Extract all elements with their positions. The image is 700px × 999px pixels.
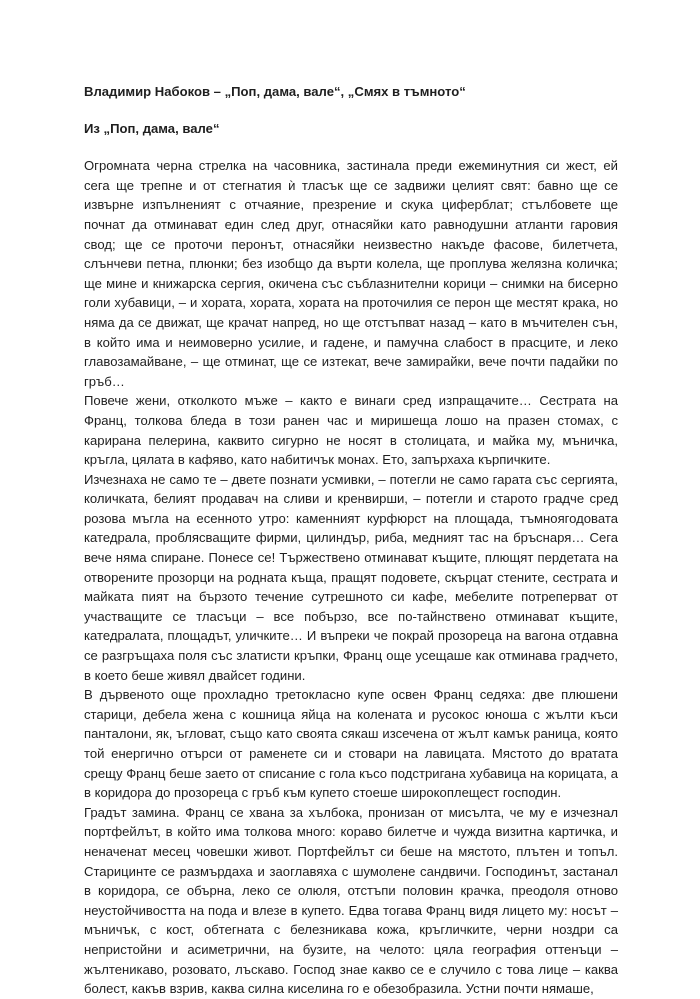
paragraph-4: В дървеното още прохладно третокласно купе освен Франц седяха: две плюшени старици, дебела жена с кошница яйца на колената и русокос юноша с жълти къси панталони, як, ъгловат, също като своята сякаш изсечена от жълт камък раница, която той енергично отърси от раменете си и стовари на лавицата. Мястото до вратата срещу Франц беше заето от списание с гола късо подстригана хубавица на корицата, а в коридора до прозореца с гръб към купето стоеше широкоплещест господин. (84, 687, 618, 801)
paragraph-5: Градът замина. Франц се хвана за хълбока, пронизан от мисълта, че му е изчезнал портфейлът, в който има толкова много: кораво билетче и чужда визитна картичка, и неначенат месец човешки живот. Портфейлът си беше на мястото, плътен и топъл. Старицинте се размърдаха и заоглавяха с шумолене сандвичи. Господинът, застанал в коридора, се обърна, леко се олюля, отстъпи половин крачка, преодоля отново неустойчивостта на пода и влезе в купето. Едва тогава Франц видя лицето му: носът – мъничък, с кост, обтегната с белезникава кожа, кръгличките, черни ноздри са непристойни и асиметрични, на бузите, на челото: цяла география оттенъци – жълтеникаво, розовато, лъскаво. Господ знае какво се е случило с това лице – каква болест, какъв взрив, каква силна киселина го е обезобразила. Устни почти нямаше, (84, 804, 618, 997)
paragraph-2: Повече жени, отколкото мъже – както е винаги сред изпращачите… Сестрата на Франц, толкова бледа в този ранен час и миришеща лошо на празен стомах, с карирана пелерина, каквито сигурно не носят в столицата, и майка му, мъничка, кръгла, цялата в кафяво, като набитичък монах. Ето, запърхаха кърпичките. (84, 393, 618, 468)
document-body (84, 82, 618, 999)
document-title: Владимир Набоков – „Поп, дама, вале“, „Смях в тъмното“ (84, 84, 466, 99)
paragraph-1: Огромната черна стрелка на часовника, застинала преди ежеминутния си жест, ей сега ще трепне и от стегнатия ѝ тласък ще се задвижи целият свят: бавно ще се извърне изпълненият с отчаяние, презрение и скука циферблат; стълбовете ще почнат да отминават един след друг, отнасяйки като равнодушни атланти гаровия свод; ще се проточи перонът, отнасяйки неизвестно накъде фасове, билетчета, слънчеви петна, плюнки; без изобщо да върти колела, ще проплува желязна количка; ще мине и книжарска сергия, окичена със съблазнителни корици – снимки на бисерно голи хубавици, – и хората, хората, хората на проточилия се перон ще местят крака, но няма да се движат, ще крачат напред, но ще отстъпват назад – като в мъчителен сън, в който има и неимоверно усилие, и гадене, и памучна слабост в прасците, и леко главозамайване, – ще отминат, ще се изтекат, вече замирайки, вече почти падайки по гръб… (84, 158, 618, 389)
document-subtitle: Из „Поп, дама, вале“ (84, 120, 220, 136)
paragraph-3: Изчезнаха не само те – двете познати усмивки, – потегли не само гарата със сергията, количката, белият продавач на сливи и кренвирши, – потегли и старото градче сред розова мъгла на есенното утро: каменният курфюрст на площада, тъмноягодовата катедрала, проблясващите фирми, цилиндър, риба, медният тас на бръснаря… Сега вече няма спиране. Понесе се! Тържествено отминават къщите, плющят пердетата на отворените прозорци на родната къща, пращят подовете, скърцат стените, сестрата и майката пият на бързото течение сутрешното си кафе, мебелите потреперват от участващите се тласъци – все побързо, все по-тайнствено отминават къщите, катедралата, площадът, уличките… И въпреки че покрай прозореца на вагона отдавна се разгръщаха поля със златисти кръпки, Франц още усещаше как отминава градчето, в което беше живял двайсет години. (84, 471, 618, 683)
